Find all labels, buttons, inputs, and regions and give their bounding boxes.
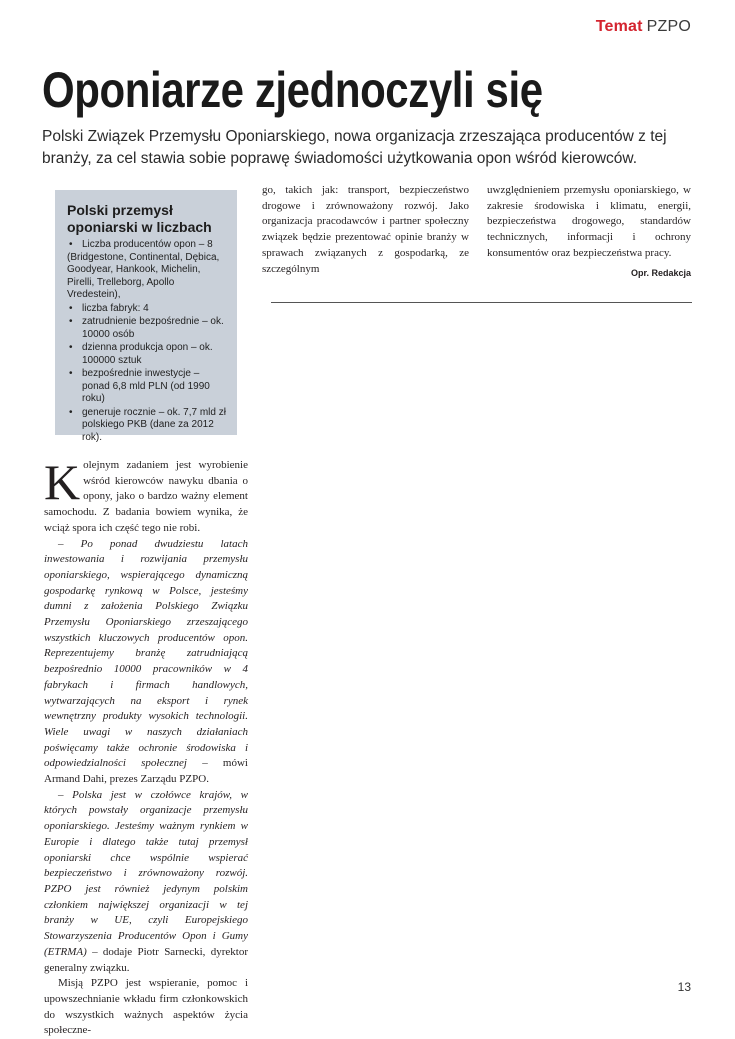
stats-list [67,239,227,444]
article-paragraph: uwzględnieniem przemysłu oponiarskiego, w zakresie środowiska i klimatu, energii, bezpieczeństwa drogowego, standardów technicznych, informacji i ochrony konsumentów oraz bezpieczeństwa pracy. [487,184,691,259]
quote-text: – Po ponad dwudziestu latach inwestowania i rozwijania przemysłu oponiarskiego, wspierającego dynamiczną gospodarkę rynkową w Polsce, jesteśmy dumni z założenia Polskiego Związku Przemysłu Oponiarskiego zrzeszającego wszystkich kluczowych producentów opon. Reprezentujemy branżę zatrudniającą bezpośrednio 10000 pracowników w 4 fabrykach i firmach handlowych, wytwarzających na eksport i rynek wewnętrzny produkty wysokich technologii. Wiele uwagi w naszych działaniach poświęcamy także ochronie środowiska i odpowiedzialności społecznej [44,537,248,770]
topic-label: PZPO [646,18,691,35]
column-divider [271,302,692,303]
quote-text: – Polska jest w czołówce krajów, w których powstały organizacje przemysłu oponiarskiego. Jesteśmy ważnym rynkiem w Europie i dlatego także tutaj przemysł oponiarski chce wspólnie wspierać bezpieczeństwo i zrównoważony rozwój. PZPO jest również jedynym polskim członkiem największej organizacji w tej branży w UE, czyli Europejskiego Stowarzyszenia Producentów Opon i Gumy (ETRMA) [44,788,248,958]
stats-list-item: • dzienna produkcja opon – ok. 100000 sztuk [67,342,227,367]
section-header [596,18,691,36]
article-lead: Polski Związek Przemysłu Oponiarskiego, nowa organizacja zrzeszająca producentów z tej branży, za cel stawia sobie poprawę świadomości użytkowania opon wśród kierowców. [42,128,667,167]
stats-list-item: • zatrudnienie bezpośrednie – ok. 10000 osób [67,316,227,341]
stats-item-text: Liczba producentów opon – 8 (Bridgestone, Continental, Dębica, Goodyear, Hankook, Michelin, Pirelli, Trelleborg, Apollo Vredestein), [67,239,220,300]
byline: Opr. Redakcja [630,267,691,278]
paragraph-text: olejnym zadaniem jest wyrobienie wśród kierowców nawyku dbania o opony, jako o bardzo ważny element samochodu. Z badania bowiem wynika, że wciąż spora ich część tego nie robi. [44,459,248,534]
article-column-middle [262,183,469,277]
stats-sidebar-box [55,190,237,443]
stats-list-item: • liczba fabryk: 4 [67,303,227,316]
article-column-left [44,454,248,1039]
page-number: 13 [677,980,691,994]
article-paragraph [44,537,248,788]
article-paragraph [44,454,248,537]
article-paragraph: go, takich jak: transport, bezpieczeństwo drogowe i zrównoważony rozwój. Jako organizacja pracodawców i partner społeczny związek będzie prezentować opinie branży w sprawach związanych z gospodarką, ze szczególnym [262,184,469,275]
drop-cap: K [44,454,81,510]
article-paragraph [44,788,248,976]
article-paragraph: Misją PZPO jest wspieranie, pomoc i upowszechnianie wkładu firm członkowskich do wszystkich ważnych aspektów życia społeczne- [44,977,248,1037]
stats-list-item: • bezpośrednie inwestycje – ponad 6,8 mld PLN (od 1990 roku) [67,368,227,406]
article-title: Oponiarze zjednoczyli się [42,62,543,118]
attribution-text: – mówi Armand Dahi, prezes Zarządu PZPO. [44,757,248,786]
stats-list-item: • Liczba producentów opon – 8 (Bridgestone, Continental, Dębica, Goodyear, Hankook, Michelin, Pirelli, Trelleborg, Apollo Vredestein), [67,239,220,300]
article-column-right [487,183,691,279]
attribution-text: – dodaje Piotr Sarnecki, dyrektor generalny związku. [44,945,248,974]
section-label: Temat [595,18,643,35]
stats-list-item: • generuje rocznie – ok. 7,7 mld zł polskiego PKB (dane za 2012 rok). [67,407,227,445]
stats-box-title: Polski przemysł oponiarski w liczbach [67,202,212,235]
